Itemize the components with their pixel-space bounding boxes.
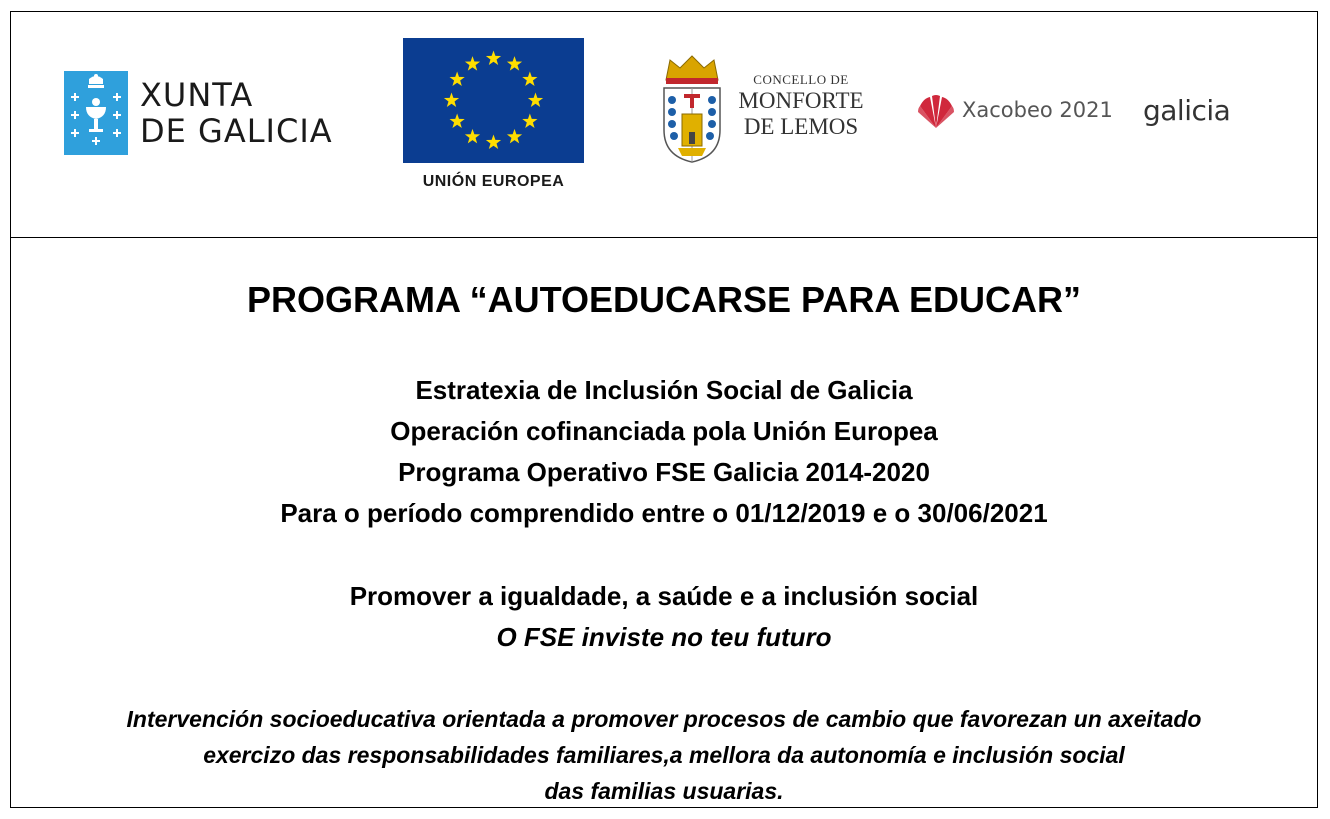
funding-info [10,370,1318,534]
info-line: Estratexia de Inclusión Social de Galicia [415,375,913,405]
description-block [10,701,1318,809]
xunta-line1: XUNTA [140,76,254,114]
galicia-wordmark: galicia [1143,94,1231,127]
logo-header [10,12,1318,237]
info-line: Para o período comprendido entre o 01/12/2019 e o 30/06/2021 [280,498,1048,528]
objective-block [10,576,1318,658]
objective-text: Promover a igualdade, a saúde e a inclusión social [349,581,979,611]
monforte-line2: MONFORTE [738,88,864,113]
info-line: Programa Operativo FSE Galicia 2014-2020 [398,457,930,487]
xunta-line2: DE GALICIA [140,112,333,150]
xacobeo-2021-logo [916,92,1113,137]
xunta-wordmark [140,77,333,149]
galicia-brand-logo [1143,94,1230,127]
xacobeo-text: Xacobeo 2021 [962,98,1113,122]
monforte-coat-of-arms-icon [660,52,724,164]
slogan-text: O FSE inviste no teu futuro [496,622,832,652]
description-line: das familias usuarias. [544,778,784,804]
monforte-line3: DE LEMOS [743,114,859,139]
eu-label: UNIÓN EUROPEA [422,173,565,190]
description-line: exercizo das responsabilidades familiares,a mellora da autonomía e inclusión social [203,742,1125,768]
program-title: PROGRAMA “AUTOEDUCARSE PARA EDUCAR” [246,279,1082,320]
description-line: Intervención socioeducativa orientada a promover procesos de cambio que favorezan un axeitado [126,706,1202,732]
xacobeo-shell-icon [916,92,956,132]
monforte-line1: CONCELLO DE [753,72,849,87]
xunta-emblem-icon [64,71,128,155]
eu-flag-icon [403,38,584,163]
info-line: Operación cofinanciada pola Unión Europea [390,416,938,446]
european-union-logo [403,38,584,191]
header-divider [10,237,1318,238]
monforte-wordmark [736,72,866,140]
